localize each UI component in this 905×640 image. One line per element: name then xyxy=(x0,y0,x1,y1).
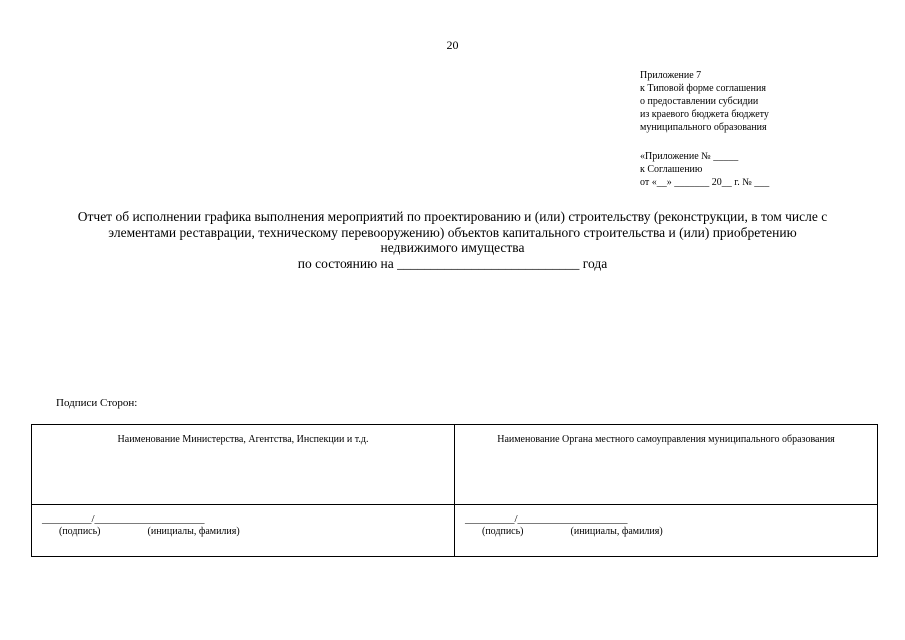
title-line: Отчет об исполнении графика выполнения мероприятий по проектированию и (или) строительству (реконструкции, в том числе с xyxy=(77,209,828,224)
ministry-name-cell: Наименование Министерства, Агентства, Инспекции и т.д. xyxy=(32,425,455,505)
appendix-line: о предоставлении субсидии xyxy=(640,96,759,107)
appendix-line: из краевого бюджета бюджету xyxy=(640,109,769,120)
signature-line: _________/____________________ xyxy=(42,513,205,525)
municipal-body-name-cell: Наименование Органа местного самоуправления муниципального образования xyxy=(455,425,878,505)
caption-name: (инициалы, фамилия) xyxy=(147,526,240,537)
signatures-table xyxy=(31,424,878,557)
municipal-signature-cell xyxy=(455,505,878,557)
ministry-signature-cell xyxy=(32,505,455,557)
title-line: элементами реставрации, техническому перевооружению) объектов капитального строительства и (или) приобретению xyxy=(108,224,797,240)
table-signature-row xyxy=(32,505,878,557)
signature-captions xyxy=(32,525,454,538)
signature-captions xyxy=(455,525,877,538)
title-date-line: по состоянию на ___________________________ года xyxy=(297,255,608,271)
appendix-line: к Типовой форме соглашения xyxy=(640,83,766,94)
table-header-row xyxy=(32,425,878,505)
title-line: недвижимого имущества xyxy=(380,240,525,255)
agreement-ref-line: к Соглашению xyxy=(640,164,703,175)
signature-line: _________/____________________ xyxy=(465,513,628,525)
document-title xyxy=(25,209,880,271)
appendix-line: Приложение 7 xyxy=(640,70,702,81)
caption-name: (инициалы, фамилия) xyxy=(570,526,663,537)
page-number: 20 xyxy=(446,38,459,52)
caption-signature: (подпись) xyxy=(482,526,524,537)
agreement-ref-line: «Приложение № _____ xyxy=(640,151,739,162)
signatures-label: Подписи Сторон: xyxy=(56,397,138,409)
appendix-block xyxy=(640,69,769,134)
agreement-reference-block xyxy=(640,150,769,189)
appendix-line: муниципального образования xyxy=(640,122,767,133)
agreement-ref-line: от «__» _______ 20__ г. № ___ xyxy=(640,177,770,188)
caption-signature: (подпись) xyxy=(59,526,101,537)
